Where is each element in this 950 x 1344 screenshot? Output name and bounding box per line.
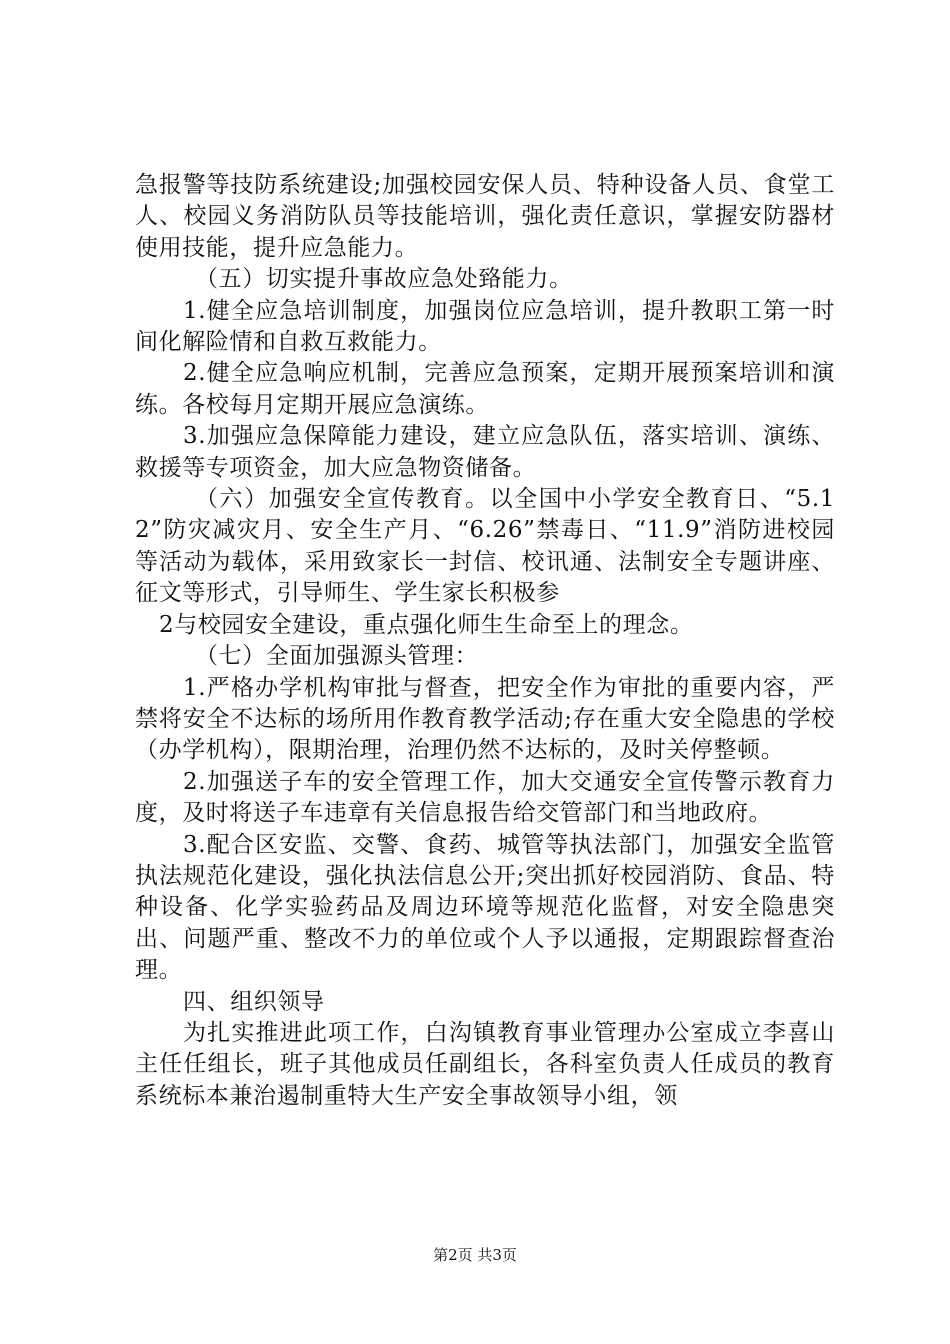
paragraph: 3.配合区安监、交警、食药、城管等执法部门，加强安全监管执法规范化建设，强化执法信息公开;突出抓好校园消防、食品、特种设备、化学实验药品及周边环境等规范化监督，对安全隐患突出、问题严重、整改不力的单位或个人予以通报，定期跟踪督查治理。: [135, 831, 835, 984]
paragraph: 3.加强应急保障能力建设，建立应急队伍，落实培训、演练、救援等专项资金，加大应急物资储备。: [135, 423, 835, 481]
paragraph: 为扎实推进此项工作，白沟镇教育事业管理办公室成立李喜山主任任组长，班子其他成员任副组长，各科室负责人任成员的教育系统标本兼治遏制重特大生产安全事故领导小组，领: [135, 1019, 835, 1109]
paragraph: 急报警等技防系统建设;加强校园安保人员、特种设备人员、食堂工人、校园义务消防队员等技能培训，强化责任意识，掌握安防器材使用技能，提升应急能力。: [135, 172, 835, 261]
paragraph: 2.健全应急响应机制，完善应急预案，定期开展预案培训和演练。各校每月定期开展应急演练。: [135, 360, 835, 418]
paragraph: 1.严格办学机构审批与督查，把安全作为审批的重要内容，严禁将安全不达标的场所用作教育教学活动;存在重大安全隐患的学校（办学机构），限期治理，治理仍然不达标的，及时关停整顿。: [135, 674, 835, 764]
paragraph: （六）加强安全宣传教育。以全国中小学安全教育日、“5.12”防灾减灾月、安全生产月、“6.26”禁毒日、“11.9”消防进校园等活动为载体，采用致家长一封信、校讯通、法制安全专题讲座、征文等形式，引导师生、学生家长积极参: [135, 486, 835, 607]
page-number-footer: 第2页 共3页: [433, 1246, 517, 1264]
paragraph: 2与校园安全建设，重点强化师生生命至上的理念。: [159, 611, 694, 638]
paragraph: 2.加强送子车的安全管理工作，加大交通安全宣传警示教育力度，及时将送子车违章有关信息报告给交管部门和当地政府。: [135, 768, 835, 827]
paragraph: （五）切实提升事故应急处臵能力。: [195, 266, 573, 293]
paragraph: 四、组织领导: [183, 988, 325, 1015]
paragraph: 1.健全应急培训制度，加强岗位应急培训，提升教职工第一时间化解险情和自救互救能力。: [135, 297, 835, 356]
document-body: [135, 170, 835, 1112]
paragraph: （七）全面加强源头管理：: [195, 643, 479, 670]
